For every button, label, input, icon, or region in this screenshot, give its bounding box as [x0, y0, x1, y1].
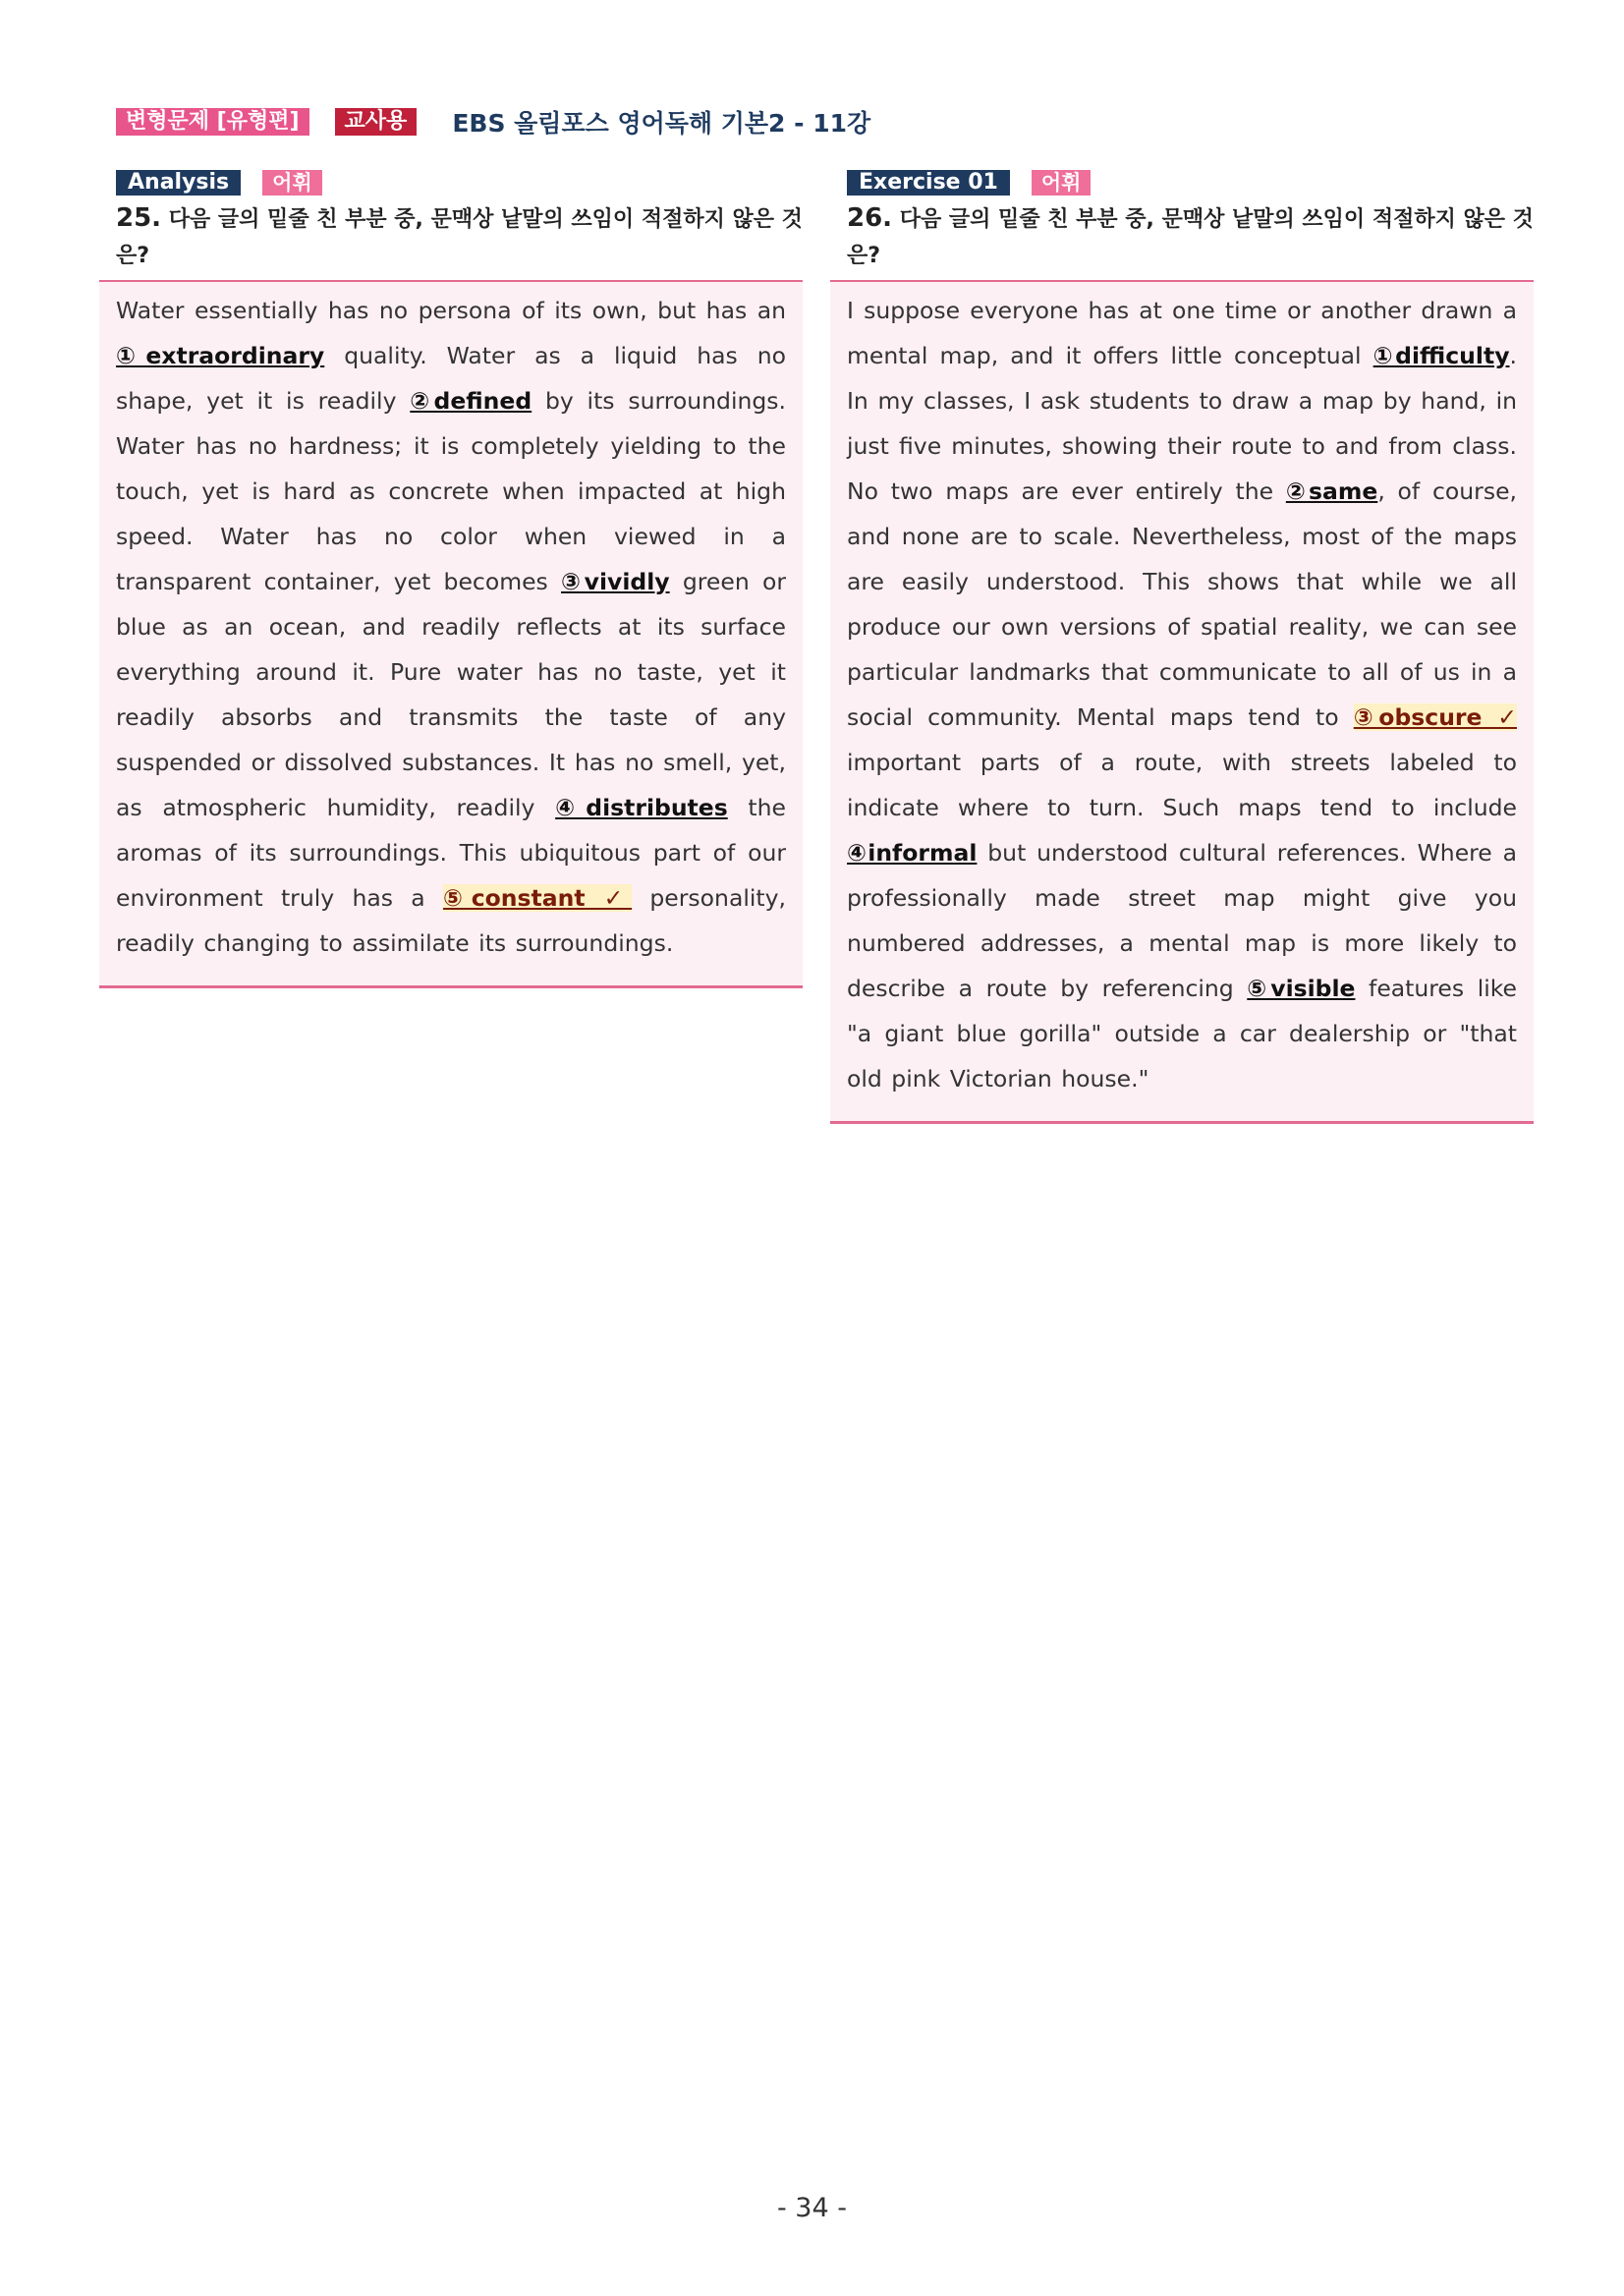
passage-segment: personality, readily changing to assimilate its surroundings. [116, 884, 786, 957]
passage-segment: , of course, and none are to scale. Nevertheless, most of the maps are easily understood. This shows that while we all produce our own versions of spatial reality, we can see particular landmarks that communicate to all of us in a social community. Mental maps tend to [847, 477, 1518, 731]
passage-text [847, 288, 1517, 1101]
vocab-category-label: 어휘 [1032, 170, 1092, 196]
choice-2: ②defined [410, 387, 532, 415]
passage-box [830, 280, 1534, 1124]
variant-type-tag: 변형문제 [유형편] [116, 108, 309, 136]
passage-segment: . In my classes, I ask students to draw a map by hand, in just five minutes, showing their route to and from class. No two maps are ever entirely the [847, 342, 1518, 505]
question-number: 25. [116, 203, 162, 233]
passage-text [116, 288, 786, 966]
analysis-column [99, 169, 803, 988]
choice-4: ④distributes [555, 794, 728, 821]
teacher-edition-tag: 교사용 [335, 108, 418, 136]
page-number: - 34 - [776, 2193, 847, 2223]
exercise-label: Exercise 01 [847, 170, 1010, 196]
analysis-label: Analysis [116, 170, 241, 196]
exercise-labels [830, 169, 1534, 196]
passage-segment: quality. Water as a liquid has no shape, yet it is readily [116, 342, 787, 415]
passage-segment: Water essentially has no persona of its own, but has an [116, 297, 786, 324]
passage-segment: features like "a giant blue gorilla" outside a car dealership or "that old pink Victorian house." [847, 975, 1517, 1092]
passage-segment: green or blue as an ocean, and readily reflects at its surface everything around it. Pure water has no taste, yet it readily absorbs and transmits the taste of any suspended or dissolved substances. It has no smell, yet, as atmospheric humidity, readily [116, 568, 786, 821]
passage-segment: important parts of a route, with streets labeled to indicate where to turn. Such maps tend to include [847, 749, 1517, 821]
choice-1: ①extraordinary [116, 342, 325, 369]
choice-5-answer: ⑤constant ✓ [443, 884, 633, 912]
choice-5: ⑤visible [1247, 975, 1356, 1002]
passage-segment: by its surroundings. Water has no hardness; it is completely yielding to the touch, yet is hard as concrete when impacted at high speed. Water has no color when viewed in a transparent container, yet becomes [116, 387, 786, 595]
vocab-category-label: 어휘 [262, 170, 322, 196]
question-text: 다음 글의 밑줄 친 부분 중, 문맥상 낱말의 쓰임이 적절하지 않은 것은? [847, 207, 1534, 268]
choice-2: ②same [1285, 477, 1378, 505]
exercise-column [830, 169, 1534, 1124]
analysis-labels [99, 169, 803, 196]
passage-segment: the aromas of its surroundings. This ubiquitous part of our environment truly has a [116, 794, 786, 912]
question-text: 다음 글의 밑줄 친 부분 중, 문맥상 낱말의 쓰임이 적절하지 않은 것은? [116, 207, 803, 268]
book-title: EBS 올림포스 영어독해 기본2 - 11강 [452, 109, 871, 138]
choice-3-answer: ③obscure ✓ [1353, 703, 1517, 731]
choice-3: ③vividly [561, 568, 670, 595]
page-header [116, 106, 870, 138]
passage-box [99, 280, 803, 988]
question-26 [830, 200, 1534, 274]
choice-1: ①difficulty [1372, 342, 1510, 369]
passage-segment: but understood cultural references. Where a professionally made street map might give you numbered addresses, a mental map is more likely to describe a route by referencing [847, 839, 1518, 1002]
question-number: 26. [847, 203, 893, 233]
passage-segment: I suppose everyone has at one time or another drawn a mental map, and it offers little conceptual [847, 297, 1517, 369]
choice-4: ④informal [847, 839, 978, 867]
question-25 [99, 200, 803, 274]
